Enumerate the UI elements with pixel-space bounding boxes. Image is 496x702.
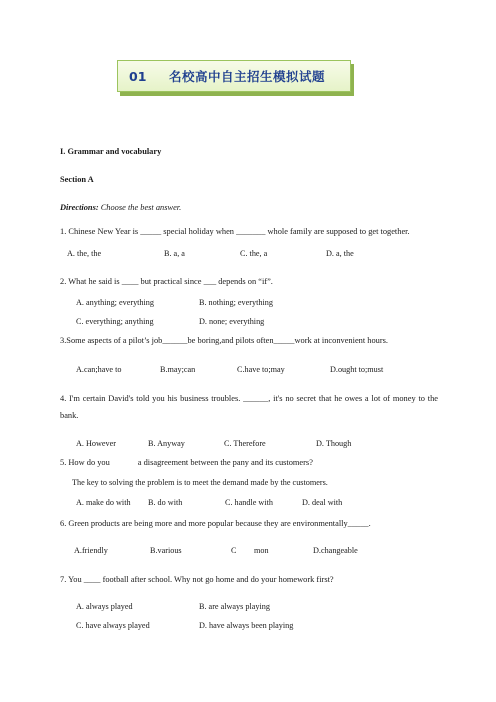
q7-option-d: D. have always been playing xyxy=(199,621,294,630)
q5-stem-tail: a disagreement between the pany and its customers? xyxy=(137,458,313,467)
q2-option-d: D. none; everything xyxy=(199,317,265,326)
q7-option-a: A. always played xyxy=(76,602,133,611)
question-2-stem: 2. What he said is ____ but practical since ___ depends on “if”. xyxy=(60,277,273,286)
q1-option-d: D. a, the xyxy=(326,249,354,258)
q3-option-a: A.can;have to xyxy=(76,365,122,374)
title-banner xyxy=(117,60,351,92)
question-7-stem: 7. You ____ football after school. Why not go home and do your homework first? xyxy=(60,575,334,584)
q6-option-d: D.changeable xyxy=(313,546,358,555)
q4-option-c: C. Therefore xyxy=(224,439,266,448)
q6-option-a: A.friendly xyxy=(74,546,108,555)
q3-option-c: C.have to;may xyxy=(237,365,285,374)
q5-option-b: B. do with xyxy=(148,498,183,507)
q5-stem-line2: The key to solving the problem is to meet the demand made by the customers. xyxy=(72,478,328,487)
question-3-stem: 3.Some aspects of a pilot’s job______be boring,and pilots often_____work at inconvenient hours. xyxy=(60,336,388,345)
q6-option-b: B.various xyxy=(150,546,182,555)
q7-option-b: B. are always playing xyxy=(199,602,270,611)
directions-text: Choose the best answer. xyxy=(98,203,182,212)
q2-option-a: A. anything; everything xyxy=(76,298,154,307)
question-4-stem: 4. I'm certain David's told you his business troubles. ______, it's no secret that he owes a lot of money to the bank. xyxy=(60,394,438,420)
q4-option-d: D. Though xyxy=(316,439,352,448)
question-1-stem: 1. Chinese New Year is _____ special holiday when _______ whole family are supposed to get together. xyxy=(60,227,410,236)
q5-option-a: A. make do with xyxy=(76,498,131,507)
q4-option-b: B. Anyway xyxy=(148,439,185,448)
q1-option-b: B. a, a xyxy=(164,249,185,258)
q2-option-b: B. nothing; everything xyxy=(199,298,273,307)
question-6-stem: 6. Green products are being more and more popular because they are environmentally_____. xyxy=(60,519,371,528)
q6-option-c-tail: mon xyxy=(254,546,269,555)
q6-option-c: C xyxy=(231,546,237,555)
q3-option-b: B.may;can xyxy=(160,365,196,374)
q5-option-c: C. handle with xyxy=(225,498,273,507)
q3-option-d: D.ought to;must xyxy=(330,365,384,374)
q2-option-c: C. everything; anything xyxy=(76,317,154,326)
q5-option-d: D. deal with xyxy=(302,498,343,507)
banner-title: 名校高中自主招生模拟试题 xyxy=(169,69,326,84)
section-subheading: Section A xyxy=(60,175,94,184)
question-5-stem xyxy=(60,457,313,468)
q5-stem-start: 5. How do you xyxy=(60,458,110,467)
q4-option-a: A. However xyxy=(76,439,117,448)
q1-option-a: A. the, the xyxy=(67,249,102,258)
q1-option-c: C. the, a xyxy=(240,249,268,258)
q7-option-c: C. have always played xyxy=(76,621,150,630)
section-heading: I. Grammar and vocabulary xyxy=(60,147,162,156)
banner-number: 01 xyxy=(129,68,147,84)
directions-label: Directions: xyxy=(60,203,99,212)
directions xyxy=(60,202,181,213)
